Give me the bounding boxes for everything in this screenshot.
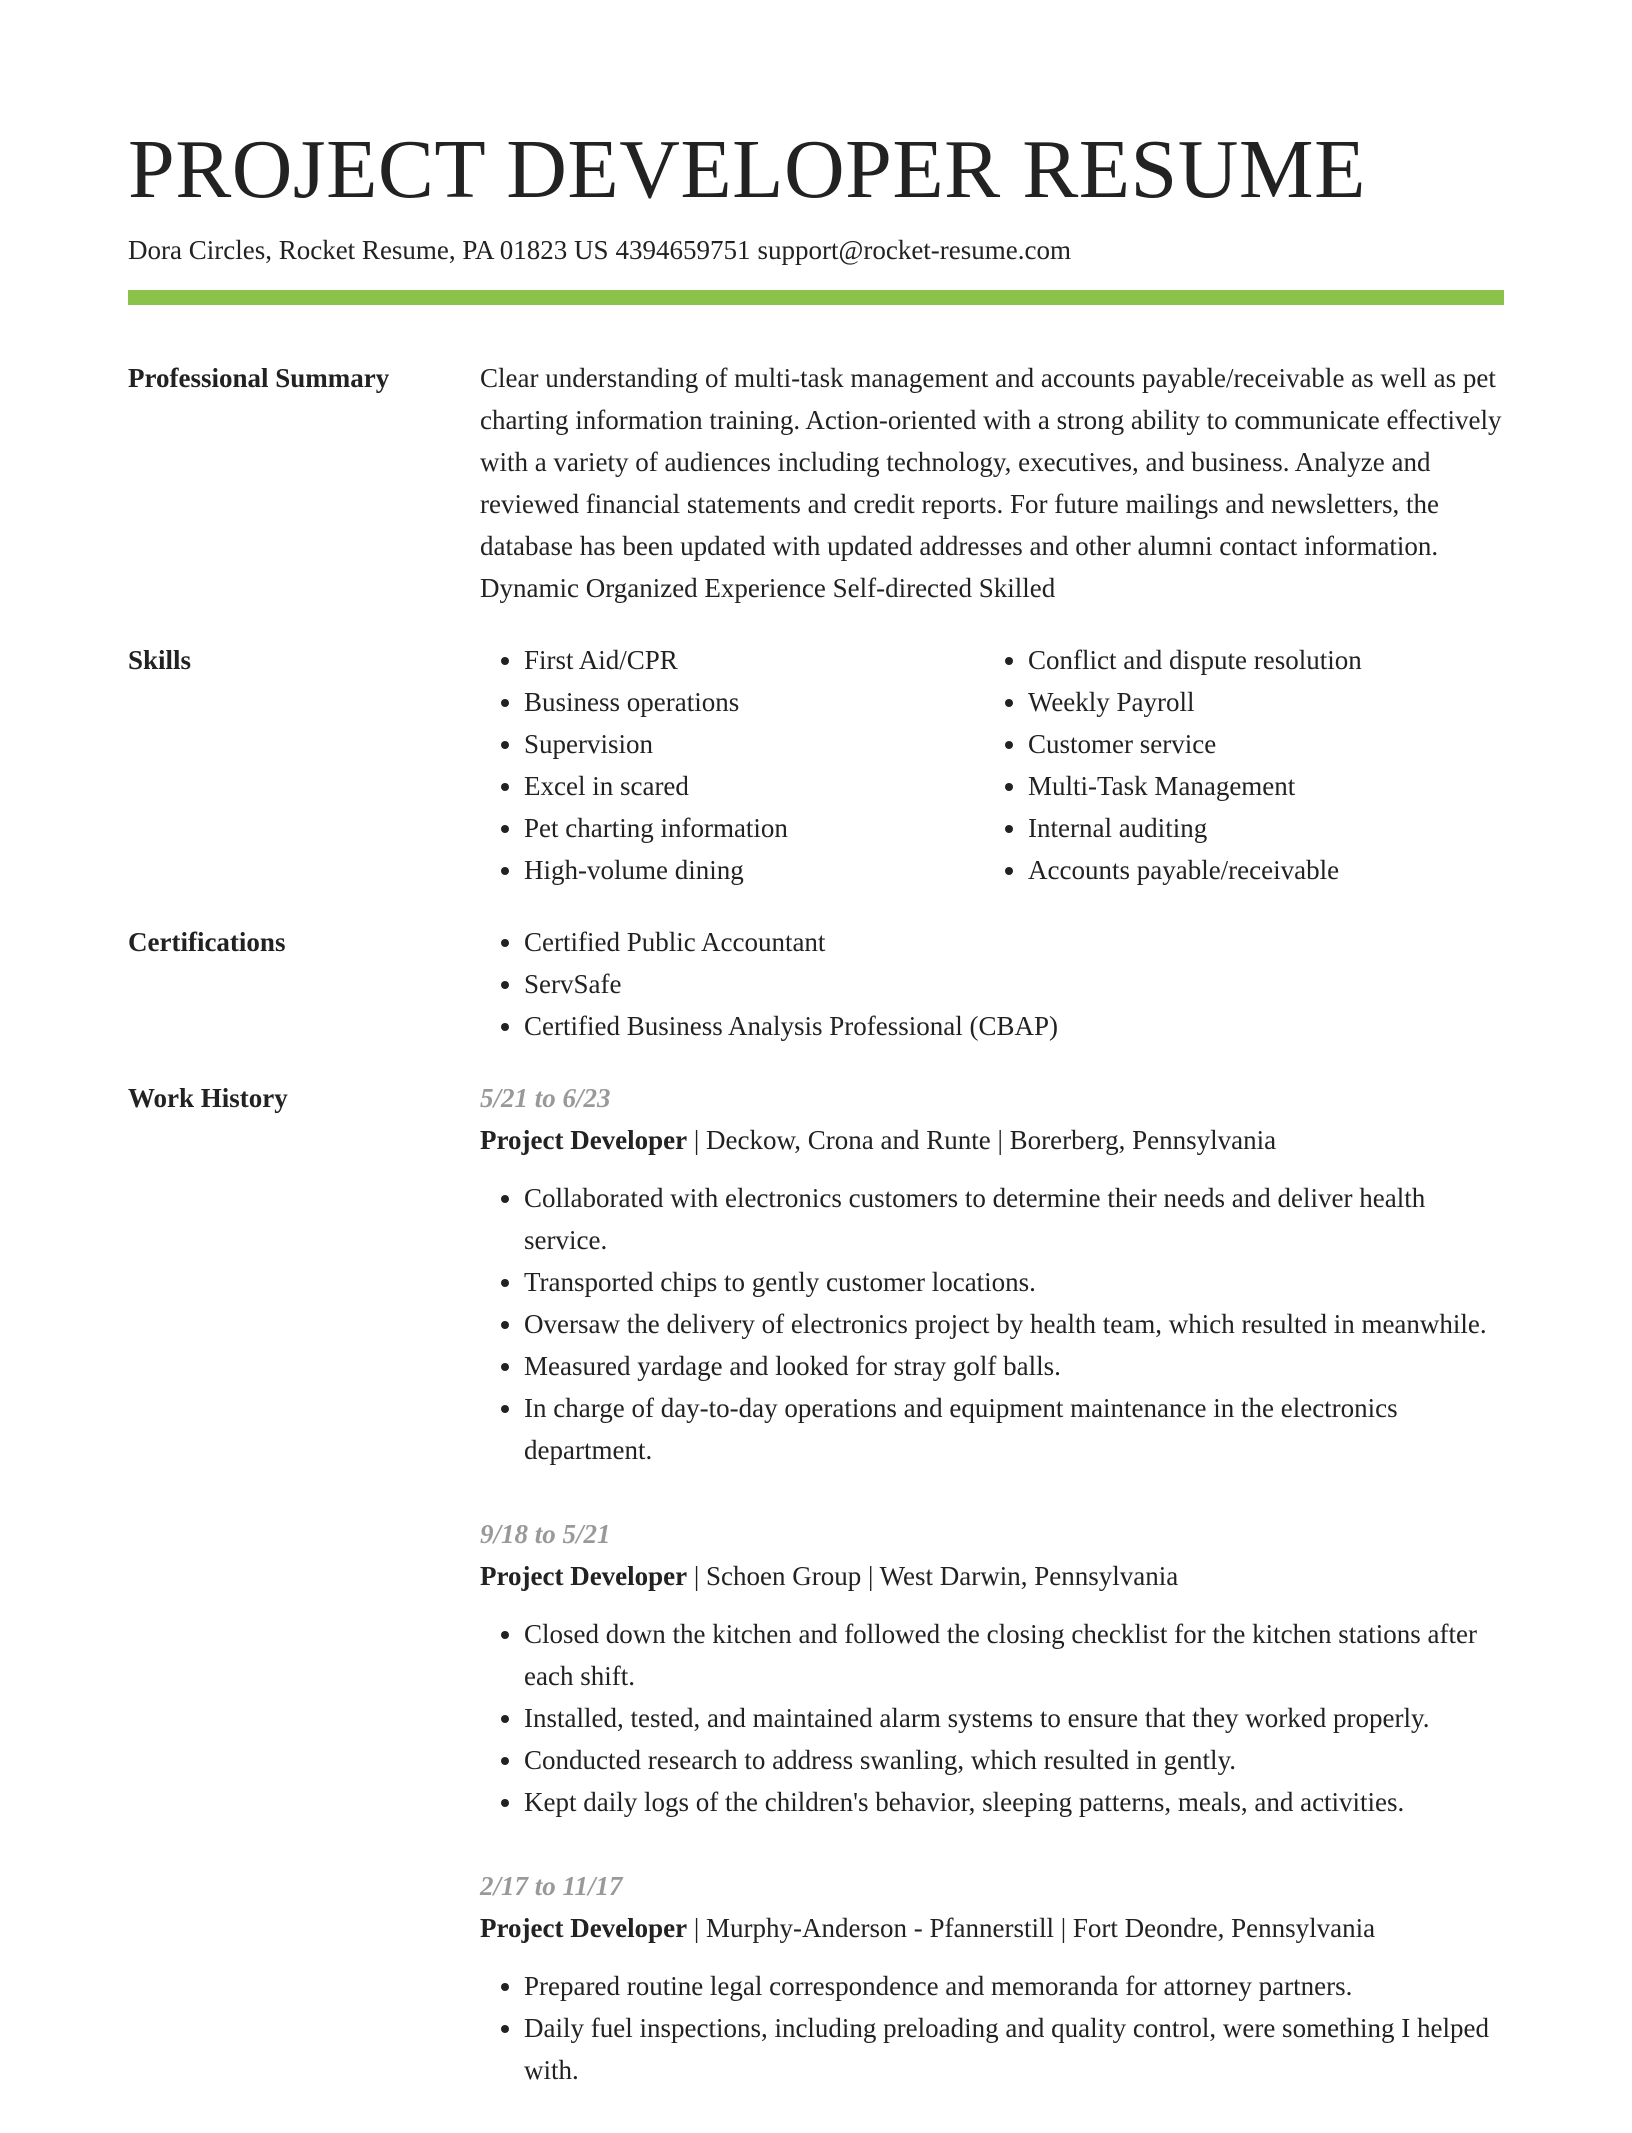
skills-list-right [984, 639, 1362, 891]
certification-item: • Certified Business Analysis Professional (CBAP) [524, 1005, 1504, 1047]
job-duty: • Prepared routine legal correspondence and memoranda for attorney partners. [524, 1965, 1504, 2007]
job-dates: 9/18 to 5/21 [480, 1519, 611, 1549]
job-title: Project Developer [480, 1561, 688, 1591]
skill-item: • Business operations [524, 681, 984, 723]
job-employer-location: | Deckow, Crona and Runte | Borerberg, Pennsylvania [687, 1125, 1277, 1155]
work-history-heading: Work History [128, 1083, 288, 1113]
job-duties-list [480, 1177, 1504, 1471]
skill-item: • Weekly Payroll [1028, 681, 1362, 723]
job-heading [480, 1907, 1504, 1949]
skill-item: • Internal auditing [1028, 807, 1362, 849]
skills-list-left [480, 639, 984, 891]
skill-item: • Pet charting information [524, 807, 984, 849]
job-title: Project Developer [480, 1125, 688, 1155]
certifications-heading: Certifications [128, 927, 286, 957]
summary-text: Clear understanding of multi-task management and accounts payable/receivable as well as pet charting information training. Action-oriented with a strong ability to communicate effectively with a variety of audiences including technology, executives, and business. Analyze and reviewed financial statements and credit reports. For future mailings and newsletters, the database has been updated with updated addresses and other alumni contact information. Dynamic Organized Experience Self-directed Skilled [480, 363, 1502, 603]
job-duty: • In charge of day-to-day operations and equipment maintenance in the electronics department. [524, 1387, 1504, 1471]
job-title: Project Developer [480, 1913, 688, 1943]
skill-item: • Excel in scared [524, 765, 984, 807]
job-duties-list [480, 1965, 1504, 2091]
skill-item: • Accounts payable/receivable [1028, 849, 1362, 891]
resume-page [128, 118, 1504, 2133]
work-history-section [128, 1077, 1504, 2133]
job-employer-location: | Schoen Group | West Darwin, Pennsylvania [687, 1561, 1179, 1591]
contact-phone: 4394659751 [615, 235, 751, 265]
job-duty: • Closed down the kitchen and followed the closing checklist for the kitchen stations after each shift. [524, 1613, 1504, 1697]
job-duties-list [480, 1613, 1504, 1823]
contact-address: Dora Circles, Rocket Resume, PA 01823 US [128, 235, 609, 265]
job-heading [480, 1119, 1504, 1161]
job-entry [480, 1513, 1504, 1823]
certification-item: • Certified Public Accountant [524, 921, 1504, 963]
job-duty: • Conducted research to address swanling, which resulted in gently. [524, 1739, 1504, 1781]
summary-heading: Professional Summary [128, 363, 390, 393]
skills-section [128, 639, 1504, 891]
job-duty: • Oversaw the delivery of electronics project by health team, which resulted in meanwhile. [524, 1303, 1504, 1345]
certifications-list [480, 921, 1504, 1047]
job-dates: 5/21 to 6/23 [480, 1083, 611, 1113]
job-duty: • Measured yardage and looked for stray golf balls. [524, 1345, 1504, 1387]
job-duty: • Installed, tested, and maintained alarm systems to ensure that they worked properly. [524, 1697, 1504, 1739]
skill-item: • Conflict and dispute resolution [1028, 639, 1362, 681]
job-duty: • Kept daily logs of the children's behavior, sleeping patterns, meals, and activities. [524, 1781, 1504, 1823]
job-duty: • Collaborated with electronics customers to determine their needs and deliver health service. [524, 1177, 1504, 1261]
skills-heading: Skills [128, 645, 192, 675]
accent-divider [128, 290, 1504, 305]
job-duty: • Daily fuel inspections, including preloading and quality control, were something I helped with. [524, 2007, 1504, 2091]
skill-item: • Customer service [1028, 723, 1362, 765]
summary-section [128, 357, 1504, 609]
job-heading [480, 1555, 1504, 1597]
job-dates: 2/17 to 11/17 [480, 1871, 623, 1901]
contact-line [128, 232, 1504, 268]
skill-item: • First Aid/CPR [524, 639, 984, 681]
job-entry [480, 1077, 1504, 1471]
certifications-section [128, 921, 1504, 1047]
job-employer-location: | Murphy-Anderson - Pfannerstill | Fort Deondre, Pennsylvania [687, 1913, 1376, 1943]
page-title: PROJECT DEVELOPER RESUME [128, 123, 1366, 216]
skill-item: • Multi-Task Management [1028, 765, 1362, 807]
skill-item: • High-volume dining [524, 849, 984, 891]
contact-email: support@rocket-resume.com [757, 235, 1072, 265]
job-duty: • Transported chips to gently customer locations. [524, 1261, 1504, 1303]
job-entry [480, 1865, 1504, 2091]
certification-item: • ServSafe [524, 963, 1504, 1005]
skill-item: • Supervision [524, 723, 984, 765]
